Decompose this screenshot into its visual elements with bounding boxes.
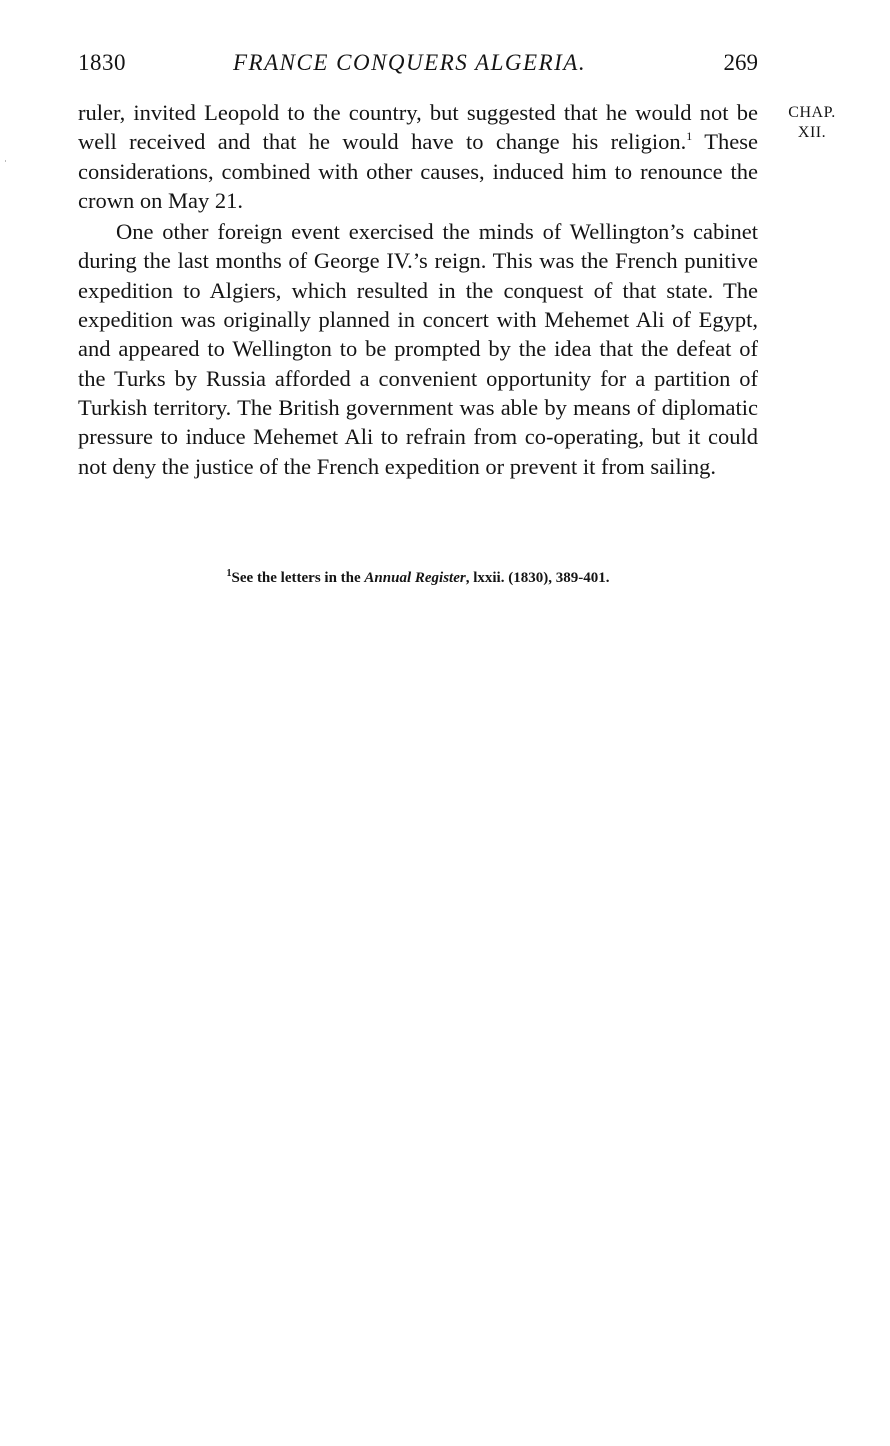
footnote bbox=[78, 568, 758, 588]
running-head-title: FRANCE CONQUERS ALGERIA. bbox=[233, 50, 587, 75]
running-head bbox=[78, 50, 758, 84]
body-text bbox=[78, 98, 758, 481]
footnote-text-b: , lxxii. (1830), 389-401. bbox=[465, 570, 610, 586]
paragraph-1 bbox=[78, 98, 758, 215]
chapter-margin-note bbox=[776, 103, 848, 143]
margin-note-number: XII. bbox=[797, 124, 827, 141]
footnote-text-a: See the letters in the bbox=[231, 570, 365, 586]
paragraph-1-text-b: These considerations, combined with other causes, induced him to renounce the crown on May 21. bbox=[78, 129, 758, 213]
paragraph-2: One other foreign event exercised the minds of Wellington’s cabinet during the last months of George IV.’s reign. This was the French punitive expedition to Algiers, which resulted in the conquest of that state. The expedition was originally planned in concert with Mehemet Ali of Egypt, and appeared to Wellington to be prompted by the idea that the defeat of the Turks by Russia afforded a convenient opportunity for a partition of Turkish territory. The British government was able by means of diplomatic pressure to induce Mehemet Ali to refrain from co-operating, but it could not deny the justice of the French expedition or prevent it from sailing. bbox=[78, 219, 758, 479]
running-head-year: 1830 bbox=[78, 50, 126, 75]
margin-note-chap: CHAP. bbox=[788, 104, 836, 121]
scan-speck bbox=[5, 160, 6, 162]
page-number: 269 bbox=[723, 50, 758, 75]
paragraph-1-text-a: ruler, invited Leopold to the country, but suggested that he would not be well received and that he would have to change his religion. bbox=[78, 100, 758, 155]
footnote-source: Annual Register bbox=[364, 570, 466, 586]
footnote-reference: 1 bbox=[686, 129, 693, 144]
footnote-marker: 1 bbox=[226, 568, 232, 579]
